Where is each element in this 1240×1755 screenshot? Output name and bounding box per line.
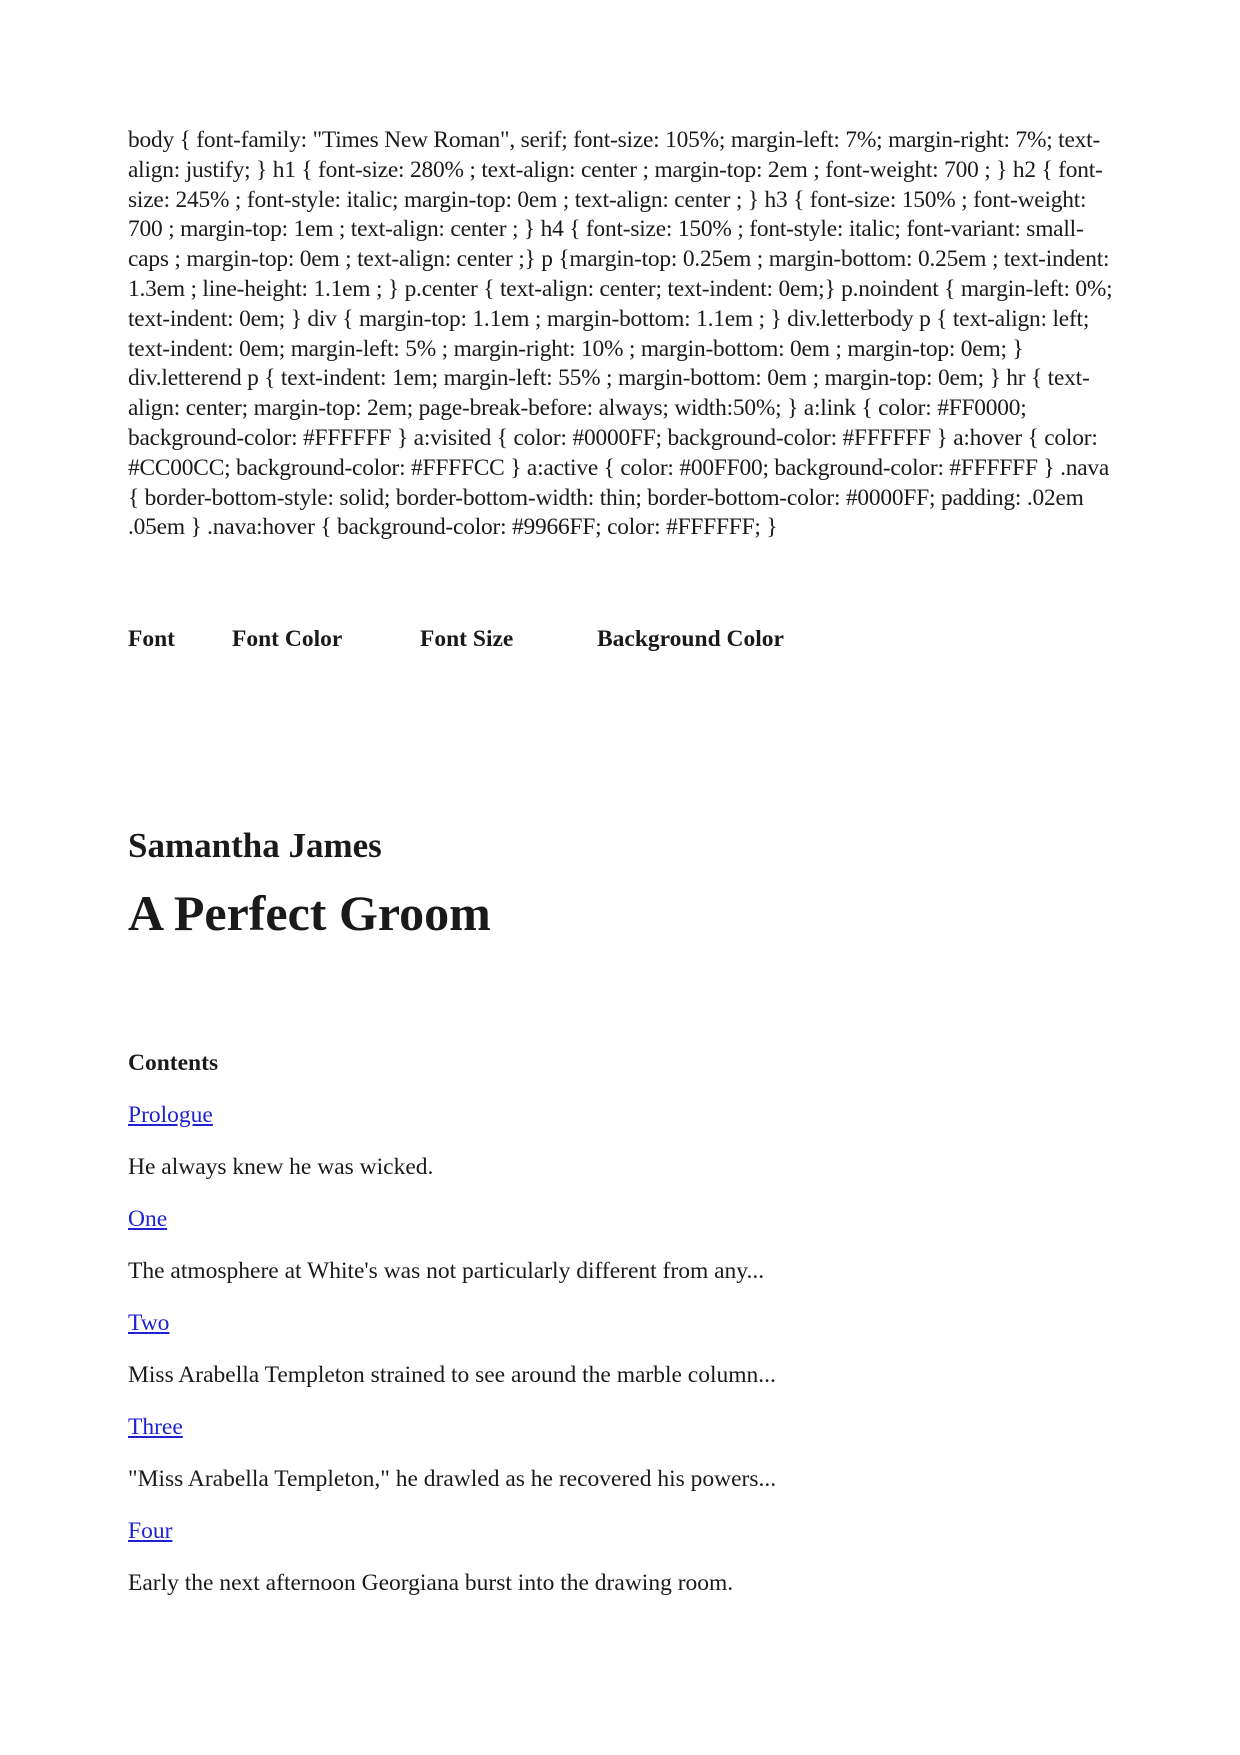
toc-entry-four — [128, 1516, 1118, 1598]
toc-excerpt: Early the next afternoon Georgiana burst into the drawing room. — [128, 1570, 734, 1596]
book-title: A Perfect Groom — [128, 885, 491, 941]
font-color-menu[interactable]: Font Color — [232, 626, 343, 652]
toc-entry-three — [128, 1412, 1118, 1494]
table-of-contents — [128, 1048, 1118, 1620]
toc-excerpt: He always knew he was wicked. — [128, 1154, 434, 1180]
toc-link-one[interactable]: One — [128, 1206, 168, 1232]
book-author: Samantha James — [128, 826, 382, 865]
toc-excerpt: Miss Arabella Templeton strained to see around the marble column... — [128, 1362, 776, 1388]
toc-link-three[interactable]: Three — [128, 1414, 183, 1440]
font-size-menu[interactable]: Font Size — [420, 626, 514, 652]
toc-entry-two — [128, 1308, 1118, 1390]
toc-entry-one — [128, 1204, 1118, 1286]
toc-link-prologue[interactable]: Prologue — [128, 1102, 213, 1128]
toc-excerpt: The atmosphere at White's was not particularly different from any... — [128, 1258, 765, 1284]
contents-heading: Contents — [128, 1050, 219, 1076]
page-body — [128, 126, 1118, 543]
toc-excerpt: "Miss Arabella Templeton," he drawled as he recovered his powers... — [128, 1466, 777, 1492]
toc-link-four[interactable]: Four — [128, 1518, 173, 1544]
background-color-menu[interactable]: Background Color — [597, 626, 784, 652]
toc-entry-prologue — [128, 1100, 1118, 1182]
stylesheet-text: body { font-family: "Times New Roman", serif; font-size: 105%; margin-left: 7%; margin-right: 7%; text-align: justify; } h1 { font-size: 280% ; text-align: center ; margin-top: 2em ; font-weight: 700 ; } h2 { font-size: 245% ; font-style: italic; margin-top: 0em ; text-align: center ; } h3 { font-size: 150% ; font-weight: 700 ; margin-top: 1em ; text-align: center ; } h4 { font-size: 150% ; font-style: italic; font-variant: small-caps ; margin-top: 0em ; text-align: center ;} p {margin-top: 0.25em ; margin-bottom: 0.25em ; text-indent: 1.3em ; line-height: 1.1em ; } p.center { text-align: center; text-indent: 0em;} p.noindent { margin-left: 0%; text-indent: 0em; } div { margin-top: 1.1em ; margin-bottom: 1.1em ; } div.letterbody p { text-align: left; text-indent: 0em; margin-left: 5% ; margin-right: 10% ; margin-bottom: 0em ; margin-top: 0em; } div.letterend p { text-indent: 1em; margin-left: 55% ; margin-bottom: 0em ; margin-top: 0em; } hr { text-align: center; margin-top: 2em; page-break-before: always; width:50%; } a:link { color: #FF0000; background-color: #FFFFFF } a:visited { color: #0000FF; background-color: #FFFFFF } a:hover { color: #CC00CC; background-color: #FFFFCC } a:active { color: #00FF00; background-color: #FFFFFF } .nava { border-bottom-style: solid; border-bottom-width: thin; border-bottom-color: #0000FF; padding: .02em .05em } .nava:hover { background-color: #9966FF; color: #FFFFFF; } — [128, 127, 1113, 541]
reader-toolbar — [128, 626, 784, 653]
font-menu[interactable]: Font — [128, 626, 175, 652]
toc-link-two[interactable]: Two — [128, 1310, 170, 1336]
